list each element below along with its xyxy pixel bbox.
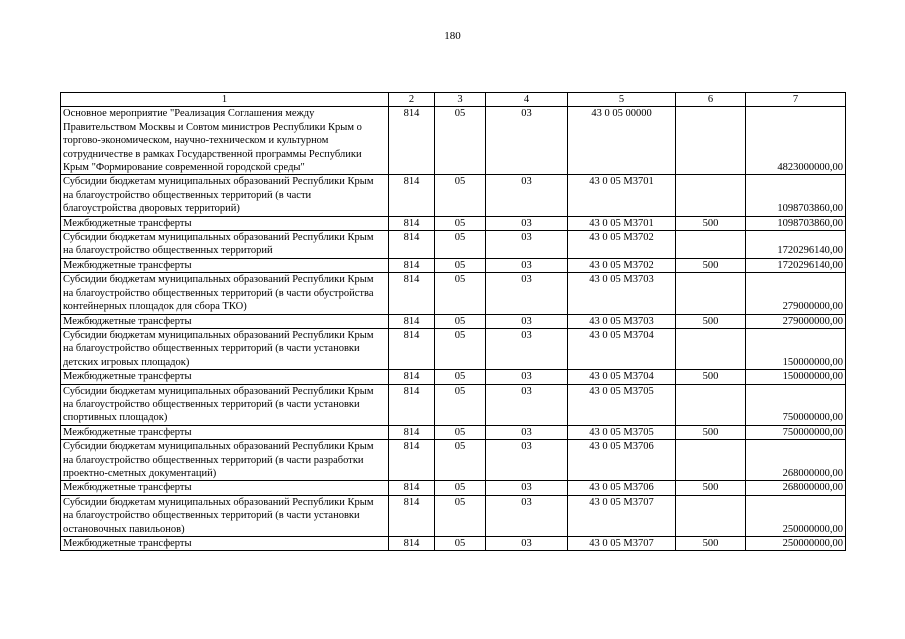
row-expense-type-cell: [676, 384, 746, 425]
row-section-cell: 05: [435, 440, 486, 481]
row-target-article-cell: 43 0 05 М3703: [568, 314, 676, 328]
row-amount-cell: 1098703860,00: [746, 216, 846, 230]
row-name-cell: Межбюджетные трансферты: [61, 216, 389, 230]
row-admin-code-cell: 814: [389, 440, 435, 481]
row-target-article-cell: 43 0 05 М3707: [568, 495, 676, 536]
table-body: [61, 107, 846, 551]
row-section-cell: 05: [435, 314, 486, 328]
row-subsection-cell: 03: [486, 216, 568, 230]
row-amount-cell: 250000000,00: [746, 495, 846, 536]
row-subsection-cell: 03: [486, 481, 568, 495]
header-cell-3: 3: [435, 93, 486, 107]
row-amount-cell: 4823000000,00: [746, 107, 846, 175]
row-target-article-cell: 43 0 05 М3701: [568, 175, 676, 216]
row-target-article-cell: 43 0 05 00000: [568, 107, 676, 175]
row-section-cell: 05: [435, 273, 486, 314]
row-subsection-cell: 03: [486, 370, 568, 384]
row-section-cell: 05: [435, 537, 486, 551]
row-target-article-cell: 43 0 05 М3704: [568, 370, 676, 384]
row-subsection-cell: 03: [486, 384, 568, 425]
table-row: [61, 175, 846, 216]
table-row: [61, 384, 846, 425]
row-section-cell: 05: [435, 495, 486, 536]
row-amount-cell: 750000000,00: [746, 425, 846, 439]
row-amount-cell: 268000000,00: [746, 481, 846, 495]
row-expense-type-cell: [676, 175, 746, 216]
row-section-cell: 05: [435, 481, 486, 495]
table-row: [61, 216, 846, 230]
row-amount-cell: 268000000,00: [746, 440, 846, 481]
row-admin-code-cell: 814: [389, 107, 435, 175]
header-cell-6: 6: [676, 93, 746, 107]
table-row: [61, 495, 846, 536]
row-admin-code-cell: 814: [389, 273, 435, 314]
row-target-article-cell: 43 0 05 М3702: [568, 258, 676, 272]
row-admin-code-cell: 814: [389, 384, 435, 425]
row-expense-type-cell: 500: [676, 370, 746, 384]
table-row: [61, 537, 846, 551]
row-section-cell: 05: [435, 370, 486, 384]
table-row: [61, 425, 846, 439]
row-section-cell: 05: [435, 175, 486, 216]
row-admin-code-cell: 814: [389, 495, 435, 536]
table-row: [61, 258, 846, 272]
header-cell-1: 1: [61, 93, 389, 107]
row-expense-type-cell: [676, 328, 746, 369]
row-amount-cell: 1098703860,00: [746, 175, 846, 216]
row-section-cell: 05: [435, 425, 486, 439]
row-expense-type-cell: 500: [676, 216, 746, 230]
row-amount-cell: 150000000,00: [746, 328, 846, 369]
row-target-article-cell: 43 0 05 М3703: [568, 273, 676, 314]
header-cell-4: 4: [486, 93, 568, 107]
row-subsection-cell: 03: [486, 258, 568, 272]
row-name-cell: Основное мероприятие "Реализация Соглашения между Правительством Москвы и Совтом министров Республики Крым о торгово-экономическом, научно-техническом и культурном сотрудничестве в рамках Государственной программы Республики Крым "Формирование современной городской среды": [61, 107, 389, 175]
row-subsection-cell: 03: [486, 537, 568, 551]
row-admin-code-cell: 814: [389, 481, 435, 495]
row-expense-type-cell: 500: [676, 425, 746, 439]
row-subsection-cell: 03: [486, 314, 568, 328]
header-cell-2: 2: [389, 93, 435, 107]
row-target-article-cell: 43 0 05 М3702: [568, 231, 676, 259]
row-name-cell: Межбюджетные трансферты: [61, 481, 389, 495]
row-subsection-cell: 03: [486, 328, 568, 369]
row-amount-cell: 1720296140,00: [746, 231, 846, 259]
page-number: 180: [444, 30, 461, 42]
row-name-cell: Межбюджетные трансферты: [61, 425, 389, 439]
row-name-cell: Межбюджетные трансферты: [61, 370, 389, 384]
row-admin-code-cell: 814: [389, 216, 435, 230]
row-section-cell: 05: [435, 216, 486, 230]
row-subsection-cell: 03: [486, 495, 568, 536]
row-name-cell: Межбюджетные трансферты: [61, 537, 389, 551]
table-row: [61, 231, 846, 259]
row-target-article-cell: 43 0 05 М3701: [568, 216, 676, 230]
row-name-cell: Межбюджетные трансферты: [61, 258, 389, 272]
row-subsection-cell: 03: [486, 273, 568, 314]
row-amount-cell: 279000000,00: [746, 273, 846, 314]
row-expense-type-cell: [676, 231, 746, 259]
row-target-article-cell: 43 0 05 М3704: [568, 328, 676, 369]
row-name-cell: Субсидии бюджетам муниципальных образований Республики Крым на благоустройство общественных территорий (в части установки остановочных павильонов): [61, 495, 389, 536]
row-section-cell: 05: [435, 107, 486, 175]
row-admin-code-cell: 814: [389, 370, 435, 384]
row-expense-type-cell: 500: [676, 537, 746, 551]
row-amount-cell: 150000000,00: [746, 370, 846, 384]
row-name-cell: Субсидии бюджетам муниципальных образований Республики Крым на благоустройство общественных территорий (в части установки спортивных площадок): [61, 384, 389, 425]
row-admin-code-cell: 814: [389, 231, 435, 259]
table-header: [61, 93, 846, 107]
row-target-article-cell: 43 0 05 М3706: [568, 440, 676, 481]
row-target-article-cell: 43 0 05 М3705: [568, 425, 676, 439]
row-expense-type-cell: [676, 440, 746, 481]
row-name-cell: Межбюджетные трансферты: [61, 314, 389, 328]
row-section-cell: 05: [435, 384, 486, 425]
row-admin-code-cell: 814: [389, 425, 435, 439]
table-row: [61, 328, 846, 369]
budget-table: [60, 92, 846, 551]
row-amount-cell: 750000000,00: [746, 384, 846, 425]
row-target-article-cell: 43 0 05 М3707: [568, 537, 676, 551]
row-name-cell: Субсидии бюджетам муниципальных образований Республики Крым на благоустройство общественных территорий (в части разработки проектно-сметных документаций): [61, 440, 389, 481]
header-row: [61, 93, 846, 107]
row-expense-type-cell: 500: [676, 314, 746, 328]
row-admin-code-cell: 814: [389, 258, 435, 272]
header-cell-7: 7: [746, 93, 846, 107]
row-section-cell: 05: [435, 258, 486, 272]
row-amount-cell: 279000000,00: [746, 314, 846, 328]
row-expense-type-cell: 500: [676, 258, 746, 272]
row-admin-code-cell: 814: [389, 175, 435, 216]
row-subsection-cell: 03: [486, 425, 568, 439]
table-row: [61, 314, 846, 328]
row-subsection-cell: 03: [486, 107, 568, 175]
row-admin-code-cell: 814: [389, 328, 435, 369]
row-target-article-cell: 43 0 05 М3705: [568, 384, 676, 425]
row-target-article-cell: 43 0 05 М3706: [568, 481, 676, 495]
row-section-cell: 05: [435, 231, 486, 259]
header-cell-5: 5: [568, 93, 676, 107]
row-admin-code-cell: 814: [389, 314, 435, 328]
row-amount-cell: 250000000,00: [746, 537, 846, 551]
table-row: [61, 481, 846, 495]
row-name-cell: Субсидии бюджетам муниципальных образований Республики Крым на благоустройство общественных территорий (в части установки детских игровых площадок): [61, 328, 389, 369]
row-expense-type-cell: 500: [676, 481, 746, 495]
table-row: [61, 273, 846, 314]
row-admin-code-cell: 814: [389, 537, 435, 551]
row-expense-type-cell: [676, 273, 746, 314]
row-name-cell: Субсидии бюджетам муниципальных образований Республики Крым на благоустройство общественных территорий (в части благоустройства дворовых территорий): [61, 175, 389, 216]
row-name-cell: Субсидии бюджетам муниципальных образований Республики Крым на благоустройство общественных территорий (в части обустройства контейнерных площадок для сбора ТКО): [61, 273, 389, 314]
table-row: [61, 107, 846, 175]
row-subsection-cell: 03: [486, 231, 568, 259]
row-section-cell: 05: [435, 328, 486, 369]
row-expense-type-cell: [676, 495, 746, 536]
row-name-cell: Субсидии бюджетам муниципальных образований Республики Крым на благоустройство общественных территорий: [61, 231, 389, 259]
row-subsection-cell: 03: [486, 440, 568, 481]
row-amount-cell: 1720296140,00: [746, 258, 846, 272]
table-row: [61, 370, 846, 384]
row-subsection-cell: 03: [486, 175, 568, 216]
row-expense-type-cell: [676, 107, 746, 175]
table-row: [61, 440, 846, 481]
